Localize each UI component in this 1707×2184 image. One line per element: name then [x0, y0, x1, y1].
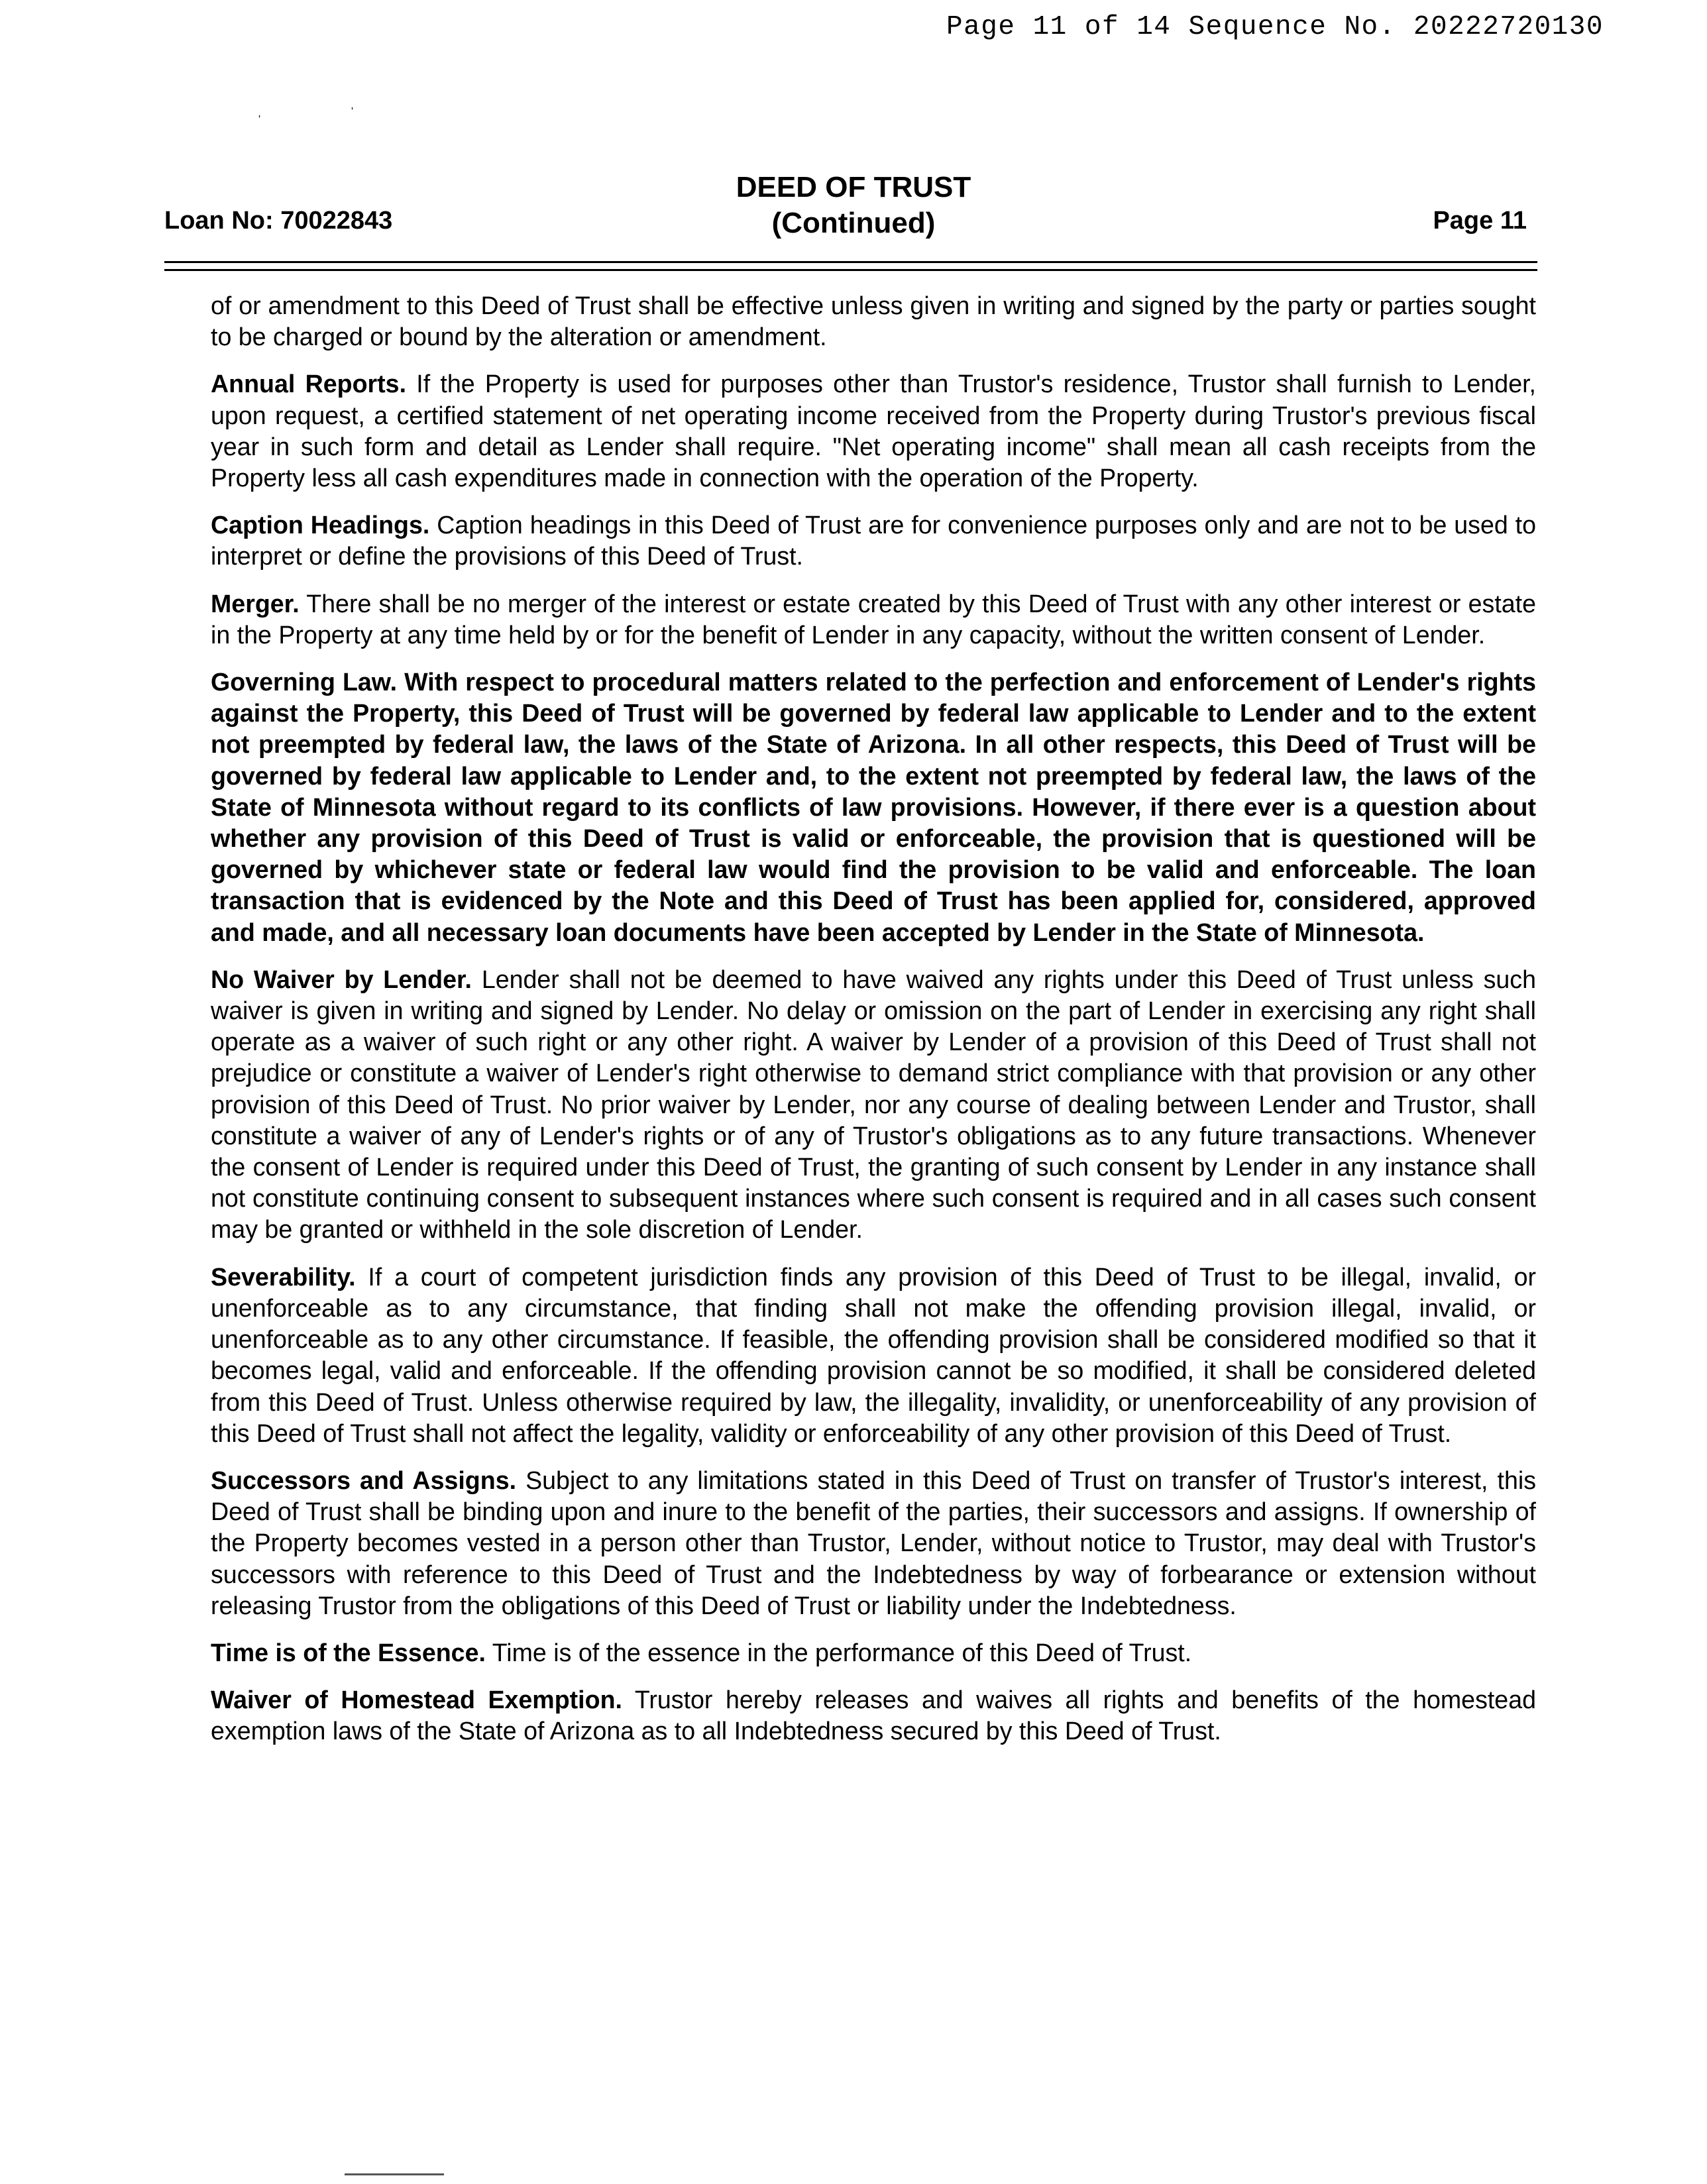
paragraph-governing-law — [211, 667, 1536, 948]
paragraph-text: of or amendment to this Deed of Trust shall be effective unless given in writing and signed by the party or parties sought to be charged or bound by the alteration or amendment. — [211, 292, 1536, 351]
paragraph-time-essence — [211, 1637, 1536, 1668]
paragraph-text: Lender shall not be deemed to have waived any rights under this Deed of Trust unless such waiver is given in writing and signed by Lender. No delay or omission on the part of Lender in exercising any right shall operate as a waiver of such right or any other right. A waiver by Lender of a provision of this Deed of Trust shall not prejudice or constitute a waiver of Lender's right otherwise to demand strict compliance with that provision or any other provision of this Deed of Trust. No prior waiver by Lender, nor any course of dealing between Lender and Trustor, shall constitute a waiver of any of Lender's rights or of any of Trustor's obligations as to any future transactions. Whenever the consent of Lender is required under this Deed of Trust, the granting of such consent by Lender in any instance shall not constitute continuing consent to subsequent instances where such consent is required and in all cases such consent may be granted or withheld in the sole discretion of Lender. — [211, 965, 1536, 1244]
recording-page-stamp: Page 11 of 14 Sequence No. 20222720130 — [946, 12, 1604, 42]
paragraph-text: Time is of the essence in the performance of this Deed of Trust. — [492, 1638, 1192, 1666]
paragraph-text: Subject to any limitations stated in this Deed of Trust on transfer of Trustor's interest, this Deed of Trust shall be binding upon and inure to the benefit of the parties, their successors and assigns. If ownership of the Property becomes vested in a person other than Trustor, Lender, without notice to Trustor, may deal with Trustor's successors with reference to this Deed of Trust and the Indebtedness by way of forbearance or extension without releasing Trustor from the obligations of this Deed of Trust or liability under the Indebtedness. — [211, 1466, 1536, 1619]
paragraph-text: Trustor hereby releases and waives all rights and benefits of the homestead exemption laws of the State of Arizona as to all Indebtedness secured by this Deed of Trust. — [211, 1686, 1536, 1745]
paragraph-text: There shall be no merger of the interest or estate created by this Deed of Trust with any other interest or estate in the Property at any time held by or for the benefit of Lender in any capacity, without the written consent of Lender. — [211, 589, 1536, 649]
paragraph-heading: No Waiver by Lender. — [211, 965, 472, 993]
header-rule-top — [164, 261, 1537, 263]
paragraph-caption-headings — [211, 510, 1536, 572]
paragraph-heading: Merger. — [211, 589, 300, 618]
document-subtitle: (Continued) — [771, 207, 936, 239]
paragraph-severability — [211, 1262, 1536, 1449]
paragraph-heading: Successors and Assigns. — [211, 1466, 517, 1494]
paragraph-text: If a court of competent jurisdiction finds any provision of this Deed of Trust to be illegal, invalid, or unenforceable as to any circumstance, that finding shall not make the offending provision illegal, invalid, or unenforceable as to any other circumstance. If feasible, the offending provision shall be considered modified so that it becomes legal, valid and enforceable. If the offending provision cannot be so modified, it shall be considered deleted from this Deed of Trust. Unless otherwise required by law, the illegality, invalidity, or unenforceability of any provision of this Deed of Trust shall not affect the legality, validity or enforceability of any other provision of this Deed of Trust. — [211, 1262, 1536, 1447]
paragraph-heading: Governing Law. — [211, 668, 398, 696]
header-rule-bottom — [164, 269, 1537, 271]
paragraph-annual-reports — [211, 368, 1536, 494]
paragraph-heading: Caption Headings. — [211, 511, 430, 539]
paragraph-text: With respect to procedural matters related to the perfection and enforcement of Lender's rights against the Property, this Deed of Trust will be governed by federal law applicable to Lender and to the extent not preempted by federal law, the laws of the State of Arizona. In all other respects, this Deed of Trust will be governed by federal law applicable to Lender and, to the extent not preempted by federal law, the laws of the State of Minnesota without regard to its conflicts of law provisions. However, if there ever is a question about whether any provision of this Deed of Trust is valid or enforceable, the provision that is questioned will be governed by whichever state or federal law would find the provision to be valid and enforceable. The loan transaction that is evidenced by the Note and this Deed of Trust has been applied for, considered, approved and made, and all necessary loan documents have been accepted by Lender in the State of Minnesota. — [211, 668, 1536, 946]
paragraph-homestead — [211, 1684, 1536, 1747]
paragraph-text: Caption headings in this Deed of Trust are for convenience purposes only and are not to be used to interpret or define the provisions of this Deed of Trust. — [211, 511, 1536, 571]
paragraph-heading: Severability. — [211, 1262, 356, 1291]
paragraph-successors — [211, 1465, 1536, 1621]
loan-number: Loan No: 70022843 — [164, 207, 393, 235]
paragraph-heading: Annual Reports. — [211, 370, 407, 398]
paragraph-no-waiver — [211, 964, 1536, 1246]
paragraph-text: If the Property is used for purposes other than Trustor's residence, Trustor shall furnish to Lender, upon request, a certified statement of net operating income received from the Property during Trustor's previous fiscal year in such form and detail as Lender shall require. "Net operating income" shall mean all cash receipts from the Property less all cash expenditures made in connection with the operation of the Property. — [211, 370, 1536, 492]
paragraph-heading: Time is of the Essence. — [211, 1638, 486, 1666]
document-body — [211, 290, 1536, 1763]
page-number: Page 11 — [1433, 207, 1527, 235]
paragraph-heading: Waiver of Homestead Exemption. — [211, 1686, 622, 1714]
document-title: DEED OF TRUST — [736, 171, 971, 203]
footer-scan-mark — [345, 2173, 444, 2175]
paragraph-merger — [211, 588, 1536, 651]
paragraph-continuation — [211, 290, 1536, 353]
